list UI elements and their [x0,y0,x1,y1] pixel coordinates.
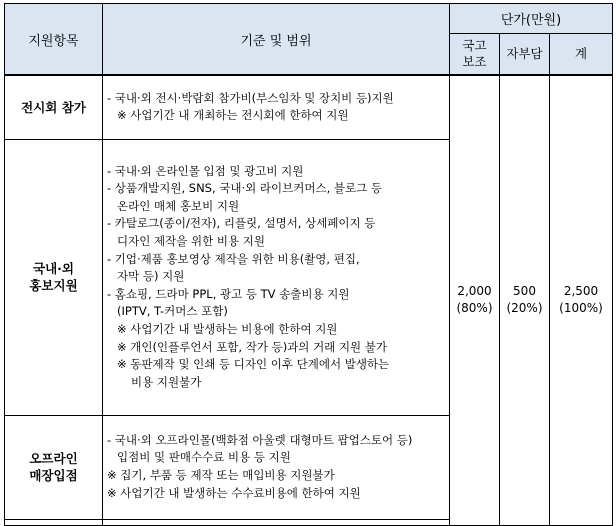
criteria-promotion: - 국내·외 온라인몰 입점 및 광고비 지원 - 상품개발지원, SNS, 국내·외 라이브커머스, 블로그 등 온라인 매체 홍보비 지원 - 카탈로그(종이/전자), 리플릿, 설명서, 상세페이지 등 디자인 제작을 위한 비용 지원 - 기업·제품 홍보영상 제작을 위한 비용(촬영, 편집, 자막 등) 지원 - 홈쇼핑, 드라마 PPL, 광고 등 TV 송출비용 지원 (IPTV, T-커머스 포함) ※ 사업기간 내 발생하는 비용에 한하여 지원 ※ 개인(인플루언서 포함, 작가 등)과의 거래 지원 불가 ※ 동판제작 및 인쇄 등 디자인 이후 단계에서 발생하는 비용 지원불가 [103,139,450,415]
criteria-offline: - 국내·외 오프라인몰(백화점 아울렛 대형마트 팝업스토어 등) 입점비 및 판매수수료 비용 등 지원 ※ 집기, 부품 등 제작 또는 매입비용 지원불가 ※ 사업기간 내 발생하는 수수료비용에 한하여 지원 [103,415,450,519]
header-criteria: 기준 및 범위 [103,4,450,76]
header-total: 계 [550,34,613,76]
header-unit-price: 단가(만원) [450,4,613,34]
amount-total: 2,500 (100%) [550,75,613,525]
header-self-pay: 자부담 [500,34,550,76]
cell-empty [103,519,450,525]
amount-gov: 2,000 (80%) [450,75,500,525]
support-table [4,3,613,526]
category-promotion: 국내·외 홍보지원 [5,139,103,415]
header-support-item: 지원항목 [5,4,103,76]
header-gov-subsidy: 국고 보조 [450,34,500,76]
criteria-exhibition: - 국내·외 전시·박람회 참가비(부스임차 및 장치비 등)지원 ※ 사업기간 내 개최하는 전시회에 한하여 지원 [103,75,450,139]
header-row [5,4,613,34]
category-exhibition: 전시회 참가 [5,75,103,139]
table-row [5,75,613,139]
category-offline: 오프라인 매장입점 [5,415,103,519]
amount-self: 500 (20%) [500,75,550,525]
cell-empty [5,519,103,525]
